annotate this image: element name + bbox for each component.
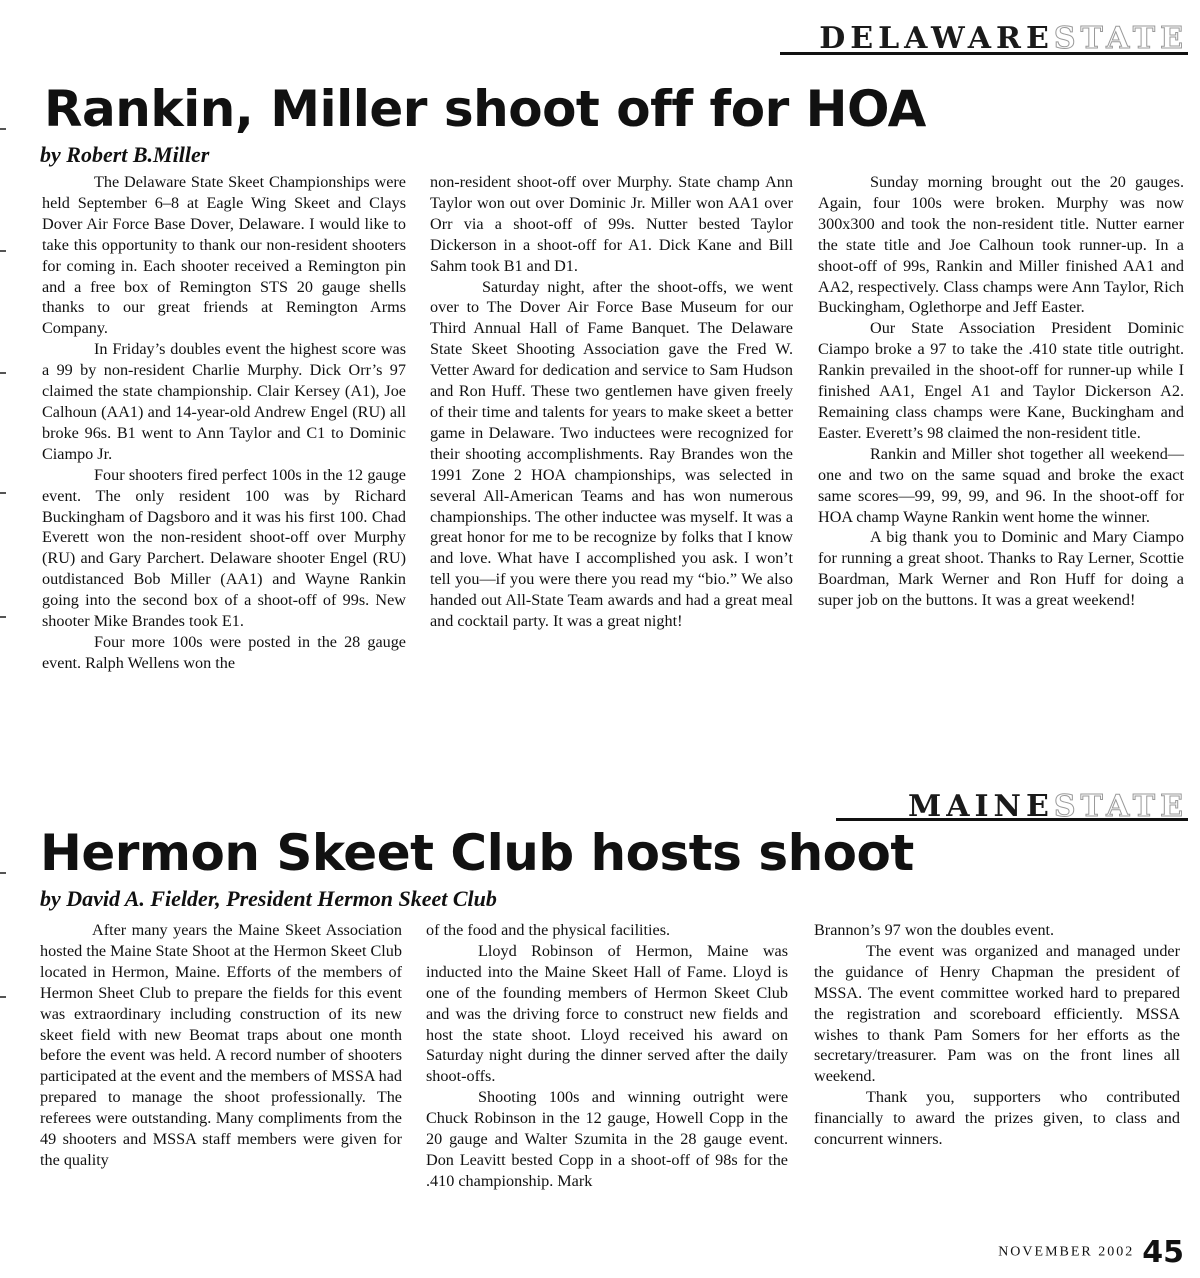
paragraph: The Delaware State Skeet Championships were held September 6–8 at Eagle Wing Skeet and Clays Dover Air Force Base Dover, Delaware. I would like to take this opportunity to thank our non-resident shooters for coming in. Each shooter received a Remington pin and a free box of Remington STS 20 gauge shells thanks to our great friends at Remington Arms Company. bbox=[42, 173, 406, 338]
article-column-1 bbox=[42, 172, 406, 674]
article-byline: by David A. Fielder, President Hermon Skeet Club bbox=[40, 886, 497, 911]
paragraph: A big thank you to Dominic and Mary Ciampo for running a great shoot. Thanks to Ray Lerner, Scottie Boardman, Mark Werner and Ron Huff for doing a super job on the buttons. It was a great weekend! bbox=[818, 528, 1184, 610]
margin-mark bbox=[0, 250, 6, 252]
margin-mark bbox=[0, 372, 6, 374]
paragraph: Thank you, supporters who contributed financially to award the prizes given, to class and concurrent winners. bbox=[814, 1088, 1180, 1149]
paragraph: Four shooters fired perfect 100s in the 12 gauge event. The only resident 100 was by Richard Buckingham of Dagsboro and it was his first 100. Chad Everett won the non-resident shoot-off over Murphy (RU) and Gary Parchert. Delaware shooter Engel (RU) outdistanced Bob Miller (AA1) and Wayne Rankin going into the second box of a shoot-off of 99s. New shooter Mike Brandes took E1. bbox=[42, 465, 406, 631]
article-column-3 bbox=[814, 920, 1180, 1150]
paragraph: Sunday morning brought out the 20 gauges. Again, four 100s were broken. Murphy was now 300x300 and took the non-resident title. Nutter earner the state title and Joe Calhoun took runner-up. In a shoot-off of 99s, Rankin and Miller finished AA1 and AA2, respectively. Class champs were Ann Taylor, Rich Buckingham, Oglethorpe and Jeff Easter. bbox=[818, 173, 1184, 317]
paragraph: Saturday night, after the shoot-offs, we went over to The Dover Air Force Base Museum for our Third Annual Hall of Fame Banquet. The Delaware State Skeet Shooting Association gave the Fred W. Vetter Award for dedication and service to Sam Hudson and Ron Huff. These two gentlemen have given freely of their time and talents for years to make skeet a better game in Delaware. Two inductees were recognized for their shooting accomplishments. Ray Brandes won the 1991 Zone 2 HOA championships, was selected in several All-American Teams and has won numerous championships. The other inductee was myself. It was a great honor for me to be recognize by folks that I know and love. What have I accomplished you ask. I won’t tell you—if you were there you read my “bio.” We also handed out All-State Team awards and had a great meal and cocktail party. It was a great night! bbox=[430, 277, 793, 631]
paragraph: Rankin and Miller shot together all weekend—one and two on the same squad and broke the exact same scores—99, 99, 99, and 96. In the shoot-off for HOA champ Wayne Rankin went home the winner. bbox=[818, 444, 1184, 526]
state-tag-name: MAINE bbox=[908, 789, 1054, 824]
paragraph: Our State Association President Dominic Ciampo broke a 97 to take the .410 state title outright. Rankin prevailed in the shoot-off for runner-up while I finished AA1, Engel A1 and Taylor Dickerson A2. Remaining class champs were Kane, Buckingham and Easter. Everett’s 98 claimed the non-resident title. bbox=[818, 319, 1184, 442]
state-tag-label: STATE bbox=[1053, 21, 1188, 56]
article-column-3 bbox=[818, 172, 1184, 611]
article-headline: Hermon Skeet Club hosts shoot bbox=[40, 824, 914, 882]
paragraph: Shooting 100s and winning outright were Chuck Robinson in the 12 gauge, Howell Copp in the 20 gauge and Walter Szumita in the 28 gauge event. Don Leavitt bested Copp in a shoot-off of 98s for the .410 championship. Mark bbox=[426, 1088, 788, 1190]
article-headline: Rankin, Miller shoot off for HOA bbox=[44, 80, 926, 138]
paragraph: After many years the Maine Skeet Association hosted the Maine State Shoot at the Hermon Skeet Club located in Hermon, Maine. Efforts of the members of Hermon Sheet Club to prepare the fields for this event was extraordinary including construction of its new skeet field with new Beomat traps about one month before the event was held. A record number of shooters participated at the event and the members of MSSA had prepared to manage the shoot professionally. The referees were outstanding. Many compliments from the 49 shooters and MSSA staff members were given for the quality bbox=[40, 921, 402, 1169]
article-column-2 bbox=[426, 920, 788, 1192]
margin-mark bbox=[0, 616, 6, 618]
paragraph: Lloyd Robinson of Hermon, Maine was inducted into the Maine Skeet Hall of Fame. Lloyd is one of the founding members of Hermon Skeet Club and was the driving force to construct new fields and host the state shoot. Lloyd received his award on Saturday night during the dinner served after the daily shoot-offs. bbox=[426, 941, 788, 1086]
margin-mark bbox=[0, 996, 6, 998]
paragraph: of the food and the physical facilities. bbox=[426, 921, 671, 939]
page-footer bbox=[998, 1235, 1184, 1270]
article-byline: by Robert B.Miller bbox=[40, 142, 210, 167]
maine-section bbox=[0, 790, 1200, 1278]
article-column-1 bbox=[40, 920, 402, 1171]
paragraph: In Friday’s doubles event the highest score was a 99 by non-resident Charlie Murphy. Dick Orr’s 97 claimed the state championship. Clair Kersey (A1), Joe Calhoun (AA1) and 14-year-old Andrew Engel (RU) all broke 96s. B1 went to Ann Taylor and C1 to Dominic Ciampo Jr. bbox=[42, 340, 406, 463]
issue-date: NOVEMBER 2002 bbox=[998, 1244, 1135, 1260]
paragraph: non-resident shoot-off over Murphy. State champ Ann Taylor won out over Dominic Jr. Miller won AA1 over Orr via a shoot-off of 99s. Nutter bested Taylor Dickerson in a shoot-off for A1. Dick Kane and Bill Sahm took B1 and D1. bbox=[430, 173, 793, 275]
paragraph: Brannon’s 97 won the doubles event. bbox=[814, 921, 1055, 939]
page-number: 45 bbox=[1142, 1235, 1184, 1270]
maine-state-tag bbox=[908, 789, 1188, 824]
margin-mark bbox=[0, 872, 6, 874]
article-column-2 bbox=[430, 172, 793, 632]
state-tag-name: DELAWARE bbox=[819, 21, 1054, 56]
paragraph: The event was organized and managed under the guidance of Henry Chapman the president of MSSA. The event committee worked hard to prepared the registration and scoreboard efficiently. MSSA wishes to thank Pam Somers for her efforts as the secretary/treasurer. Pam was on the front lines all weekend. bbox=[814, 941, 1180, 1086]
state-tag-label: STATE bbox=[1053, 789, 1188, 824]
delaware-state-tag bbox=[819, 21, 1188, 56]
paragraph: Four more 100s were posted in the 28 gauge event. Ralph Wellens won the bbox=[42, 632, 406, 672]
margin-mark bbox=[0, 128, 6, 130]
margin-mark bbox=[0, 492, 6, 494]
